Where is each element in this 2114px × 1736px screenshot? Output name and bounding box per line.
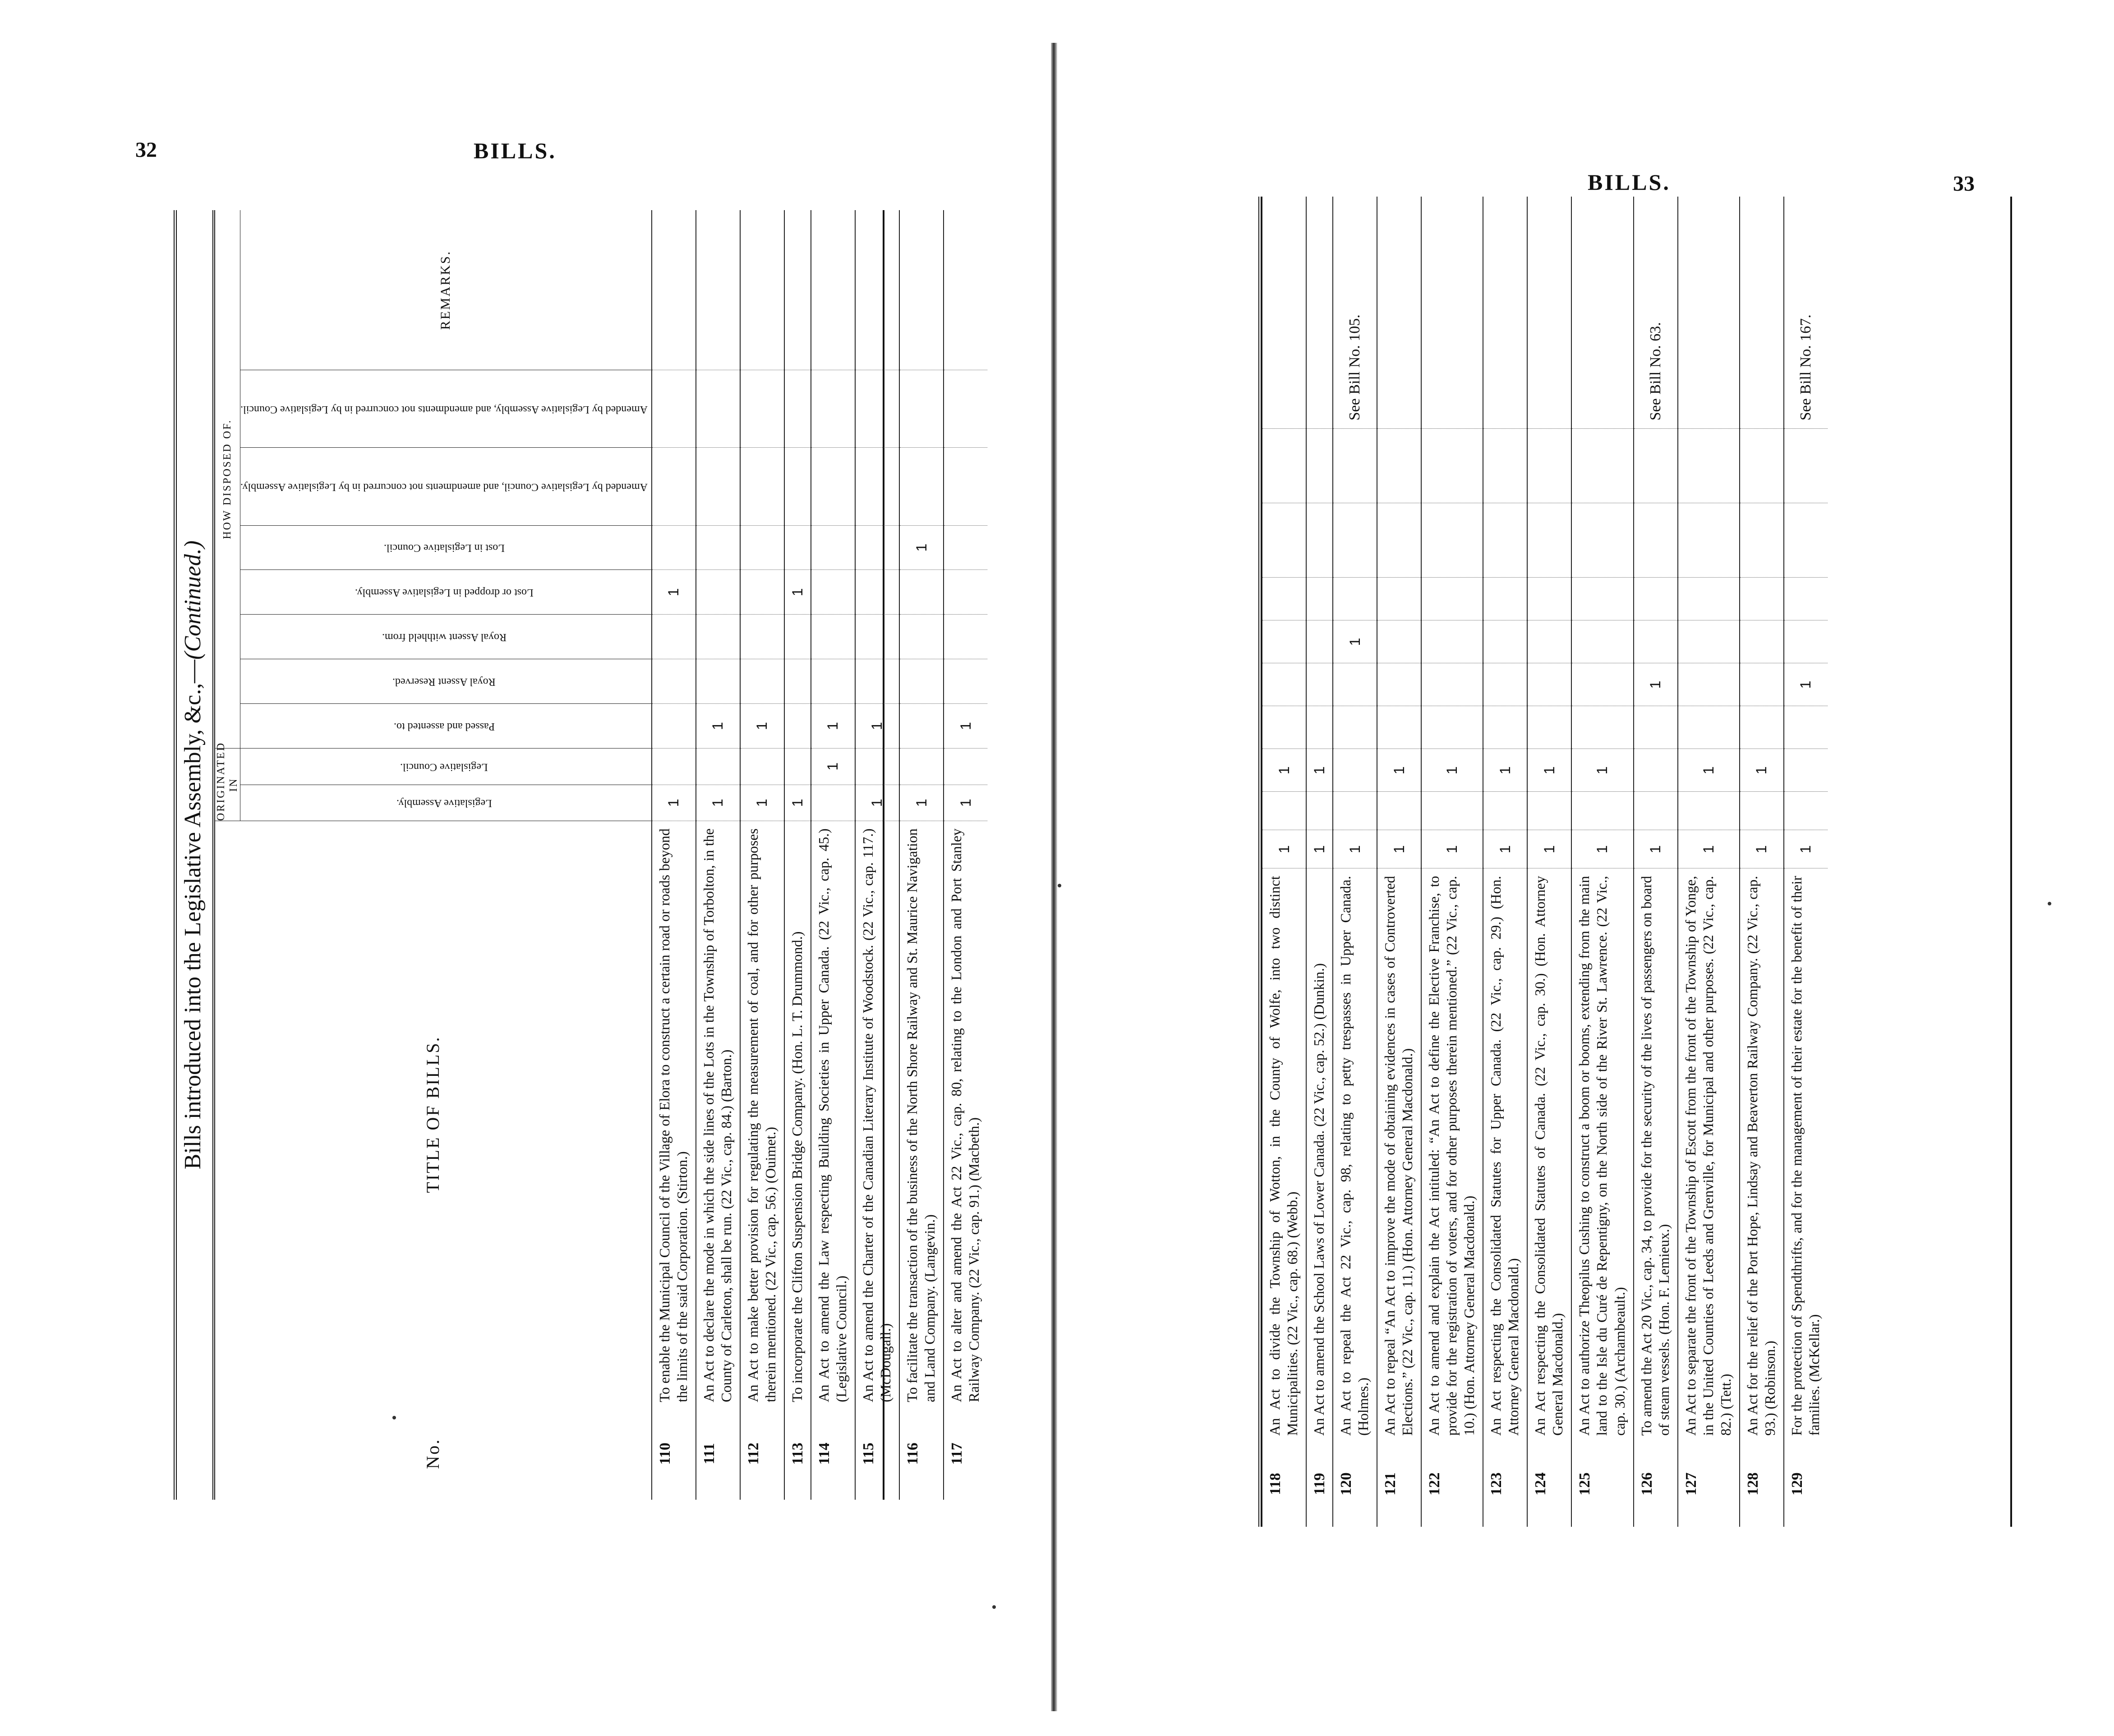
table-row (1377, 197, 1421, 1527)
bill-remarks (1678, 197, 1740, 429)
bills-table-left (215, 210, 987, 1500)
mark-lost-la (944, 570, 987, 615)
bill-title: To amend the Act 20 Vic., cap. 34, to provide for the security of the lives of passengers on board of steam vessels. (Hon. F. Lemieux.) (1638, 876, 1672, 1436)
bill-title: An Act to amend the School Laws of Lower Canada. (22 Vic., cap. 52.) (Dunkin.) (1311, 963, 1327, 1436)
mark-lc (1262, 792, 1306, 830)
mark-lost-lc (1421, 578, 1483, 620)
mark-am-lc (1306, 503, 1333, 578)
bill-remarks (855, 210, 899, 370)
mark-withheld: 1 (1784, 663, 1828, 706)
table-caption (177, 210, 215, 1500)
mark-withheld (944, 615, 987, 659)
caption-continued: (Continued.) (180, 540, 206, 660)
mark-lost-lc (944, 525, 987, 570)
bill-number: 112 (745, 1442, 762, 1465)
mark-lost-la (899, 570, 944, 615)
mark-lost-la: 1 (784, 570, 811, 615)
mark-lost-lc (784, 525, 811, 570)
bill-remarks (1527, 197, 1571, 429)
bill-remarks (696, 210, 740, 370)
mark-lost-la (696, 570, 740, 615)
mark-lc: 1 (811, 749, 855, 785)
mark-passed: 1 (1421, 749, 1483, 792)
mark-lc (1571, 792, 1633, 830)
mark-lost-lc (1784, 578, 1828, 620)
mark-la: 1 (1421, 830, 1483, 868)
bill-number: 120 (1338, 1472, 1355, 1496)
mark-lc (944, 749, 987, 785)
mark-am-lc (1678, 503, 1740, 578)
header-lost-assembly: Lost or dropped in Legislative Assembly. (240, 570, 652, 615)
mark-reserved (1740, 706, 1784, 749)
mark-reserved (696, 659, 740, 704)
header-legislative-assembly: Legislative Assembly. (240, 785, 652, 821)
mark-passed: 1 (944, 704, 987, 749)
bill-number: 117 (949, 1442, 966, 1465)
mark-reserved (740, 659, 784, 704)
mark-am-la (1634, 429, 1678, 503)
mark-lost-la (1527, 620, 1571, 663)
mark-passed: 1 (811, 704, 855, 749)
table-row (740, 210, 784, 1500)
mark-reserved (1527, 706, 1571, 749)
header-title: TITLE OF BILLS. (423, 1036, 443, 1193)
mark-am-la (944, 370, 987, 448)
mark-withheld (1678, 663, 1740, 706)
header-amended-assembly: Amended by Legislative Assembly, and amendments not concurred in by Legislative Council. (240, 370, 652, 448)
mark-withheld: 1 (1634, 663, 1678, 706)
mark-reserved (1678, 706, 1740, 749)
mark-lost-la (1740, 620, 1784, 663)
mark-reserved (811, 659, 855, 704)
bills-body-right (1262, 197, 1828, 1527)
mark-lc (1740, 792, 1784, 830)
table-row (1421, 197, 1483, 1527)
mark-lost-lc: 1 (899, 525, 944, 570)
bill-remarks: See Bill No. 105. (1333, 197, 1377, 429)
header-no: No. (423, 1438, 443, 1469)
mark-la: 1 (855, 785, 899, 821)
running-head-right: BILLS. (1588, 170, 1671, 195)
mark-withheld (1306, 663, 1333, 706)
running-head-left: BILLS. (474, 138, 557, 163)
mark-withheld (1262, 663, 1306, 706)
mark-passed: 1 (1377, 749, 1421, 792)
mark-am-lc (855, 448, 899, 525)
bill-title: An Act for the relief of the Port Hope, Lindsay and Beaverton Railway Company. (22 Vic., cap. 93.) (Robinson.) (1744, 876, 1778, 1436)
mark-la: 1 (1262, 830, 1306, 868)
mark-lost-lc (1527, 578, 1571, 620)
page-number-left: 32 (135, 138, 157, 162)
mark-am-lc (784, 448, 811, 525)
mark-am-la (1740, 429, 1784, 503)
mark-reserved (944, 659, 987, 704)
mark-la: 1 (652, 785, 696, 821)
mark-reserved (1333, 706, 1377, 749)
bills-body-left (652, 210, 987, 1500)
mark-withheld (652, 615, 696, 659)
bill-title: An Act to separate the front of the Township of Escott from the front of the Township of Yonge, in the United Counties of Leeds and Grenville, for Municipal and other purposes. (22 Vic., cap. 82.) (Tett.) (1682, 876, 1734, 1436)
mark-am-lc (1262, 503, 1306, 578)
table-row (899, 210, 944, 1500)
mark-am-la (652, 370, 696, 448)
mark-withheld (811, 615, 855, 659)
bill-title: An Act to authorize Theopilus Cushing to construct a boom or booms, extending from the main land to the Isle du Curé de Repentigny, on the North side of the River St. Lawrence. (22 Vic., cap. 30.) (Archambeault.) (1576, 876, 1628, 1436)
mark-la: 1 (1784, 830, 1828, 868)
mark-am-lc (1527, 503, 1571, 578)
mark-am-lc (811, 448, 855, 525)
mark-am-la (784, 370, 811, 448)
bill-title: An Act to repeal “An Act to improve the mode of obtaining evidences in cases of Controverted Elections.” (22 Vic., cap. 11.) (Hon. Attorney General Macdonald.) (1382, 876, 1416, 1436)
mark-la: 1 (1377, 830, 1421, 868)
mark-lc (1377, 792, 1421, 830)
bill-remarks (899, 210, 944, 370)
mark-lost-lc (1571, 578, 1633, 620)
mark-reserved (1483, 706, 1527, 749)
mark-lc (1784, 792, 1828, 830)
mark-passed (784, 704, 811, 749)
header-how-disposed: HOW DISPOSED OF. (215, 210, 240, 749)
mark-am-la (1421, 429, 1483, 503)
mark-lost-lc (1634, 578, 1678, 620)
mark-lost-lc (1377, 578, 1421, 620)
mark-lost-la (1483, 620, 1527, 663)
mark-lost-lc (811, 525, 855, 570)
mark-la: 1 (696, 785, 740, 821)
mark-am-la (1483, 429, 1527, 503)
mark-am-lc (1377, 503, 1421, 578)
bill-number: 114 (815, 1442, 833, 1465)
mark-am-la (1262, 429, 1306, 503)
header-remarks: REMARKS. (240, 210, 652, 370)
bill-title: An Act to declare the mode in which the side lines of the Lots in the Township of Torbolton, in the County of Carleton, shall be run. (22 Vic., cap. 84.) (Barton.) (700, 828, 734, 1402)
mark-la: 1 (1483, 830, 1527, 868)
mark-lc (1306, 792, 1333, 830)
mark-am-la (855, 370, 899, 448)
table-row (944, 210, 987, 1500)
bill-title: To facilitate the transaction of the business of the North Shore Railway and St. Maurice Navigation and Land Company. (Langevin.) (904, 828, 938, 1402)
bill-title: An Act to make better provision for regulating the measurement of coal, and for other purposes therein mentioned. (22 Vic., cap. 56.) (Ouimet.) (744, 828, 778, 1402)
mark-am-lc (1740, 503, 1784, 578)
mark-passed (1784, 749, 1828, 792)
mark-am-lc (696, 448, 740, 525)
mark-withheld (1333, 663, 1377, 706)
table-row (1571, 197, 1633, 1527)
table-row (784, 210, 811, 1500)
mark-lc (696, 749, 740, 785)
mark-am-la (740, 370, 784, 448)
header-amended-council: Amended by Legislative Council, and amendments not concurred in by Legislative Assembly. (240, 448, 652, 525)
bill-remarks (1262, 197, 1306, 429)
header-passed: Passed and assented to. (240, 704, 652, 749)
bill-title: For the protection of Spendthrifts, and for the management of their estate for the benefit of their families. (McKellar.) (1788, 876, 1822, 1436)
mark-passed: 1 (1571, 749, 1633, 792)
mark-reserved (1421, 706, 1483, 749)
mark-lc (1421, 792, 1483, 830)
mark-am-la (1571, 429, 1633, 503)
mark-am-lc (1421, 503, 1483, 578)
bill-remarks (1377, 197, 1421, 429)
bill-title: An Act respecting the Consolidated Statutes of Canada. (22 Vic., cap. 30.) (Hon. Attorney General Macdonald.) (1532, 876, 1566, 1436)
bill-remarks (740, 210, 784, 370)
header-originated: ORIGINATED IN (215, 749, 240, 821)
right-page-table-block (1258, 197, 2012, 1527)
mark-am-la (811, 370, 855, 448)
bill-number: 110 (656, 1442, 673, 1465)
bill-title: An Act respecting the Consolidated Statutes for Upper Canada. (22 Vic., cap. 29.) (Hon. Attorney General Macdonald.) (1488, 876, 1522, 1436)
mark-lost-lc (696, 525, 740, 570)
left-page-table-block (174, 210, 982, 1500)
mark-passed: 1 (740, 704, 784, 749)
mark-lost-la: 1 (1333, 620, 1377, 663)
mark-reserved (784, 659, 811, 704)
bill-title: An Act to amend the Law respecting Building Societies in Upper Canada. (22 Vic., cap. 45.) (Legislative Council.) (815, 828, 849, 1402)
mark-am-lc (1571, 503, 1633, 578)
mark-lc (1634, 792, 1678, 830)
bill-number: 121 (1382, 1472, 1399, 1496)
mark-passed (1634, 749, 1678, 792)
mark-lost-la (1678, 620, 1740, 663)
table-row (1306, 197, 1333, 1527)
table-row (1262, 197, 1306, 1527)
header-withheld: Royal Assent withheld from. (240, 615, 652, 659)
mark-la: 1 (1527, 830, 1571, 868)
mark-la: 1 (1678, 830, 1740, 868)
bill-number: 116 (904, 1442, 921, 1465)
mark-passed: 1 (855, 704, 899, 749)
bill-number: 127 (1682, 1472, 1699, 1496)
mark-am-lc (1784, 503, 1828, 578)
mark-passed (652, 704, 696, 749)
bill-number: 128 (1744, 1472, 1761, 1496)
caption-text: Bills introduced into the Legislative Assembly, &c.,— (180, 659, 206, 1170)
mark-lc (1678, 792, 1740, 830)
mark-lc (855, 749, 899, 785)
bill-number: 126 (1638, 1472, 1655, 1496)
bill-number: 119 (1311, 1473, 1328, 1495)
bill-remarks (1306, 197, 1333, 429)
mark-withheld (855, 615, 899, 659)
book-gutter (1051, 43, 1057, 1711)
mark-passed: 1 (1262, 749, 1306, 792)
bill-number: 113 (789, 1442, 806, 1465)
mark-reserved (1634, 706, 1678, 749)
page-number-right: 33 (1953, 172, 1975, 196)
bill-number: 111 (700, 1443, 718, 1465)
speck (1058, 884, 1061, 887)
mark-am-la (696, 370, 740, 448)
mark-reserved (1784, 706, 1828, 749)
bill-remarks: See Bill No. 167. (1784, 197, 1828, 429)
mark-lost-lc (1678, 578, 1740, 620)
mark-la (811, 785, 855, 821)
mark-withheld (1483, 663, 1527, 706)
mark-am-la (899, 370, 944, 448)
bill-title: To incorporate the Clifton Suspension Bridge Company. (Hon. L. T. Drummond.) (788, 931, 805, 1402)
mark-am-lc (899, 448, 944, 525)
bill-number: 118 (1267, 1473, 1284, 1495)
speck (992, 1605, 996, 1609)
table-row (1483, 197, 1527, 1527)
header-legislative-council: Legislative Council. (240, 749, 652, 785)
table-row (811, 210, 855, 1500)
mark-lost-lc (1483, 578, 1527, 620)
bill-title: An Act to alter and amend the Act 22 Vic., cap. 80, relating to the London and Port Stanley Railway Company. (22 Vic., cap. 91.) (Macbeth.) (948, 828, 982, 1402)
bill-remarks (1483, 197, 1527, 429)
mark-la: 1 (1571, 830, 1633, 868)
mark-reserved (652, 659, 696, 704)
mark-passed (1333, 749, 1377, 792)
mark-am-la (1306, 429, 1333, 503)
mark-lost-la (740, 570, 784, 615)
mark-lost-la (811, 570, 855, 615)
mark-lc (1333, 792, 1377, 830)
mark-la: 1 (944, 785, 987, 821)
mark-withheld (899, 615, 944, 659)
mark-lost-la (1377, 620, 1421, 663)
mark-la: 1 (1740, 830, 1784, 868)
bill-remarks (811, 210, 855, 370)
mark-passed: 1 (1306, 749, 1333, 792)
mark-la: 1 (740, 785, 784, 821)
bill-remarks (1571, 197, 1633, 429)
mark-passed (899, 704, 944, 749)
table-row (652, 210, 696, 1500)
bill-title: To enable the Municipal Council of the Village of Elora to construct a certain road or roads beyond the limits of the said Corporation. (Stirton.) (656, 828, 690, 1402)
bills-table-right (1262, 197, 1828, 1527)
mark-lost-la (1784, 620, 1828, 663)
table-row (1784, 197, 1828, 1527)
mark-la: 1 (1333, 830, 1377, 868)
mark-reserved (1262, 706, 1306, 749)
mark-la: 1 (784, 785, 811, 821)
bill-title: An Act to divide the Township of Wotton, in the County of Wolfe, into two distinct Municipalities. (22 Vic., cap. 68.) (Webb.) (1267, 876, 1301, 1436)
mark-passed: 1 (1678, 749, 1740, 792)
mark-lost-la (1306, 620, 1333, 663)
mark-lost-la (855, 570, 899, 615)
mark-la: 1 (899, 785, 944, 821)
mark-lost-lc (855, 525, 899, 570)
mark-lost-la (1421, 620, 1483, 663)
mark-am-la (1377, 429, 1421, 503)
bill-title: An Act to amend the Charter of the Canadian Literary Institute of Woodstock. (22 Vic., cap. 117.) (McDougall.) (859, 828, 893, 1402)
bill-number: 129 (1788, 1472, 1805, 1496)
table-row (1740, 197, 1784, 1527)
mark-la: 1 (1306, 830, 1333, 868)
mark-lc (652, 749, 696, 785)
mark-withheld (784, 615, 811, 659)
mark-am-la (1784, 429, 1828, 503)
table-row (1527, 197, 1571, 1527)
table-row (1634, 197, 1678, 1527)
bill-remarks (944, 210, 987, 370)
bill-remarks (784, 210, 811, 370)
mark-lost-la (1571, 620, 1633, 663)
bill-remarks: See Bill No. 63. (1634, 197, 1678, 429)
mark-lc (1527, 792, 1571, 830)
mark-reserved (899, 659, 944, 704)
mark-lost-lc (1306, 578, 1333, 620)
mark-lc (899, 749, 944, 785)
mark-passed: 1 (1740, 749, 1784, 792)
bill-title: An Act to amend and explain the Act intituled: “An Act to define the Elective Franchise, to provide for the registration of voters, and for other purposes therein mentioned.” (22 Vic., cap. 10.) (Hon. Attorney General Macdonald.) (1426, 876, 1478, 1436)
mark-am-lc (944, 448, 987, 525)
speck (2048, 902, 2051, 905)
mark-withheld (740, 615, 784, 659)
mark-la: 1 (1634, 830, 1678, 868)
mark-am-la (1333, 429, 1377, 503)
table-row (1678, 197, 1740, 1527)
bill-number: 124 (1532, 1472, 1549, 1496)
mark-lc (740, 749, 784, 785)
bill-remarks (1421, 197, 1483, 429)
bill-number: 125 (1576, 1472, 1594, 1496)
mark-withheld (696, 615, 740, 659)
mark-passed: 1 (696, 704, 740, 749)
mark-lc (784, 749, 811, 785)
bill-remarks (652, 210, 696, 370)
mark-lost-la: 1 (652, 570, 696, 615)
mark-withheld (1740, 663, 1784, 706)
mark-withheld (1571, 663, 1633, 706)
bill-title: An Act to repeal the Act 22 Vic., cap. 98, relating to petty trespasses in Upper Canada. (Holmes.) (1337, 876, 1372, 1436)
mark-withheld (1377, 663, 1421, 706)
header-reserved: Royal Assent Reserved. (240, 659, 652, 704)
mark-lost-la (1634, 620, 1678, 663)
mark-reserved (1377, 706, 1421, 749)
mark-lost-lc (1333, 578, 1377, 620)
mark-lc (1483, 792, 1527, 830)
bill-number: 115 (860, 1442, 877, 1465)
mark-withheld (1421, 663, 1483, 706)
bill-number: 123 (1488, 1472, 1505, 1496)
mark-passed: 1 (1527, 749, 1571, 792)
mark-am-lc (740, 448, 784, 525)
mark-am-la (1678, 429, 1740, 503)
mark-passed: 1 (1483, 749, 1527, 792)
mark-lost-lc (740, 525, 784, 570)
mark-lost-la (1262, 620, 1306, 663)
mark-am-lc (1634, 503, 1678, 578)
mark-am-lc (652, 448, 696, 525)
table-row (696, 210, 740, 1500)
bill-remarks (1740, 197, 1784, 429)
mark-reserved (1306, 706, 1333, 749)
mark-am-lc (1333, 503, 1377, 578)
mark-lost-lc (1262, 578, 1306, 620)
table-row (1333, 197, 1377, 1527)
bill-number: 122 (1426, 1472, 1443, 1496)
mark-lost-lc (652, 525, 696, 570)
mark-lost-lc (1740, 578, 1784, 620)
mark-reserved (855, 659, 899, 704)
mark-withheld (1527, 663, 1571, 706)
table-row (855, 210, 899, 1500)
header-lost-council: Lost in Legislative Council. (240, 525, 652, 570)
mark-am-lc (1483, 503, 1527, 578)
mark-am-la (1527, 429, 1571, 503)
mark-reserved (1571, 706, 1633, 749)
